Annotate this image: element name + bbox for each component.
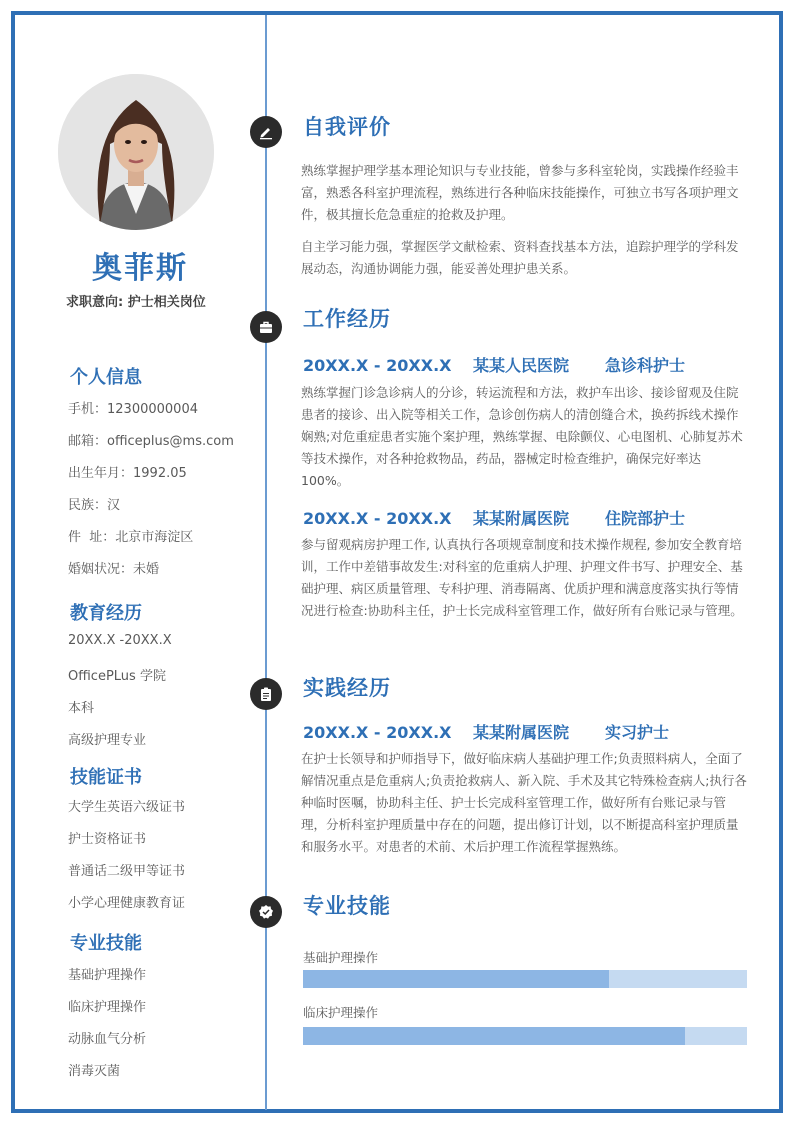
skill-bar-clinical — [303, 1027, 747, 1045]
personal-ethnicity: 民族：汉 — [68, 498, 121, 513]
left-skill-item: 消毒灭菌 — [68, 1064, 121, 1079]
practice-job-desc: 在护士长领导和护师指导下，做好临床病人基础护理工作;负责照料病人，全面了解情况重点是危重病人;负责抢救病人、新入院、手术及其它特殊检查病人;执行各种临时医嘱，协助科主任、护士长完成科室管理工作，做好所有台账记录与管理，分析科室护理质量中存在的问题，提出修订计划，以不断提高科室护理质量和服务水平。对患者的术前、术后护理工作流程掌握熟练。 — [301, 751, 747, 854]
education-major: 高级护理专业 — [68, 733, 147, 748]
skill-label: 临床护理操作 — [303, 1005, 379, 1020]
job-org: 某某附属医院 — [473, 509, 570, 528]
work-job-desc: 参与留观病房护理工作, 认真执行各项规章制度和技术操作规程, 参加安全教育培训，工作中差错事故发生:对科室的危重病人护理、护理文件书写、护理安全、基础护理、病区质量管理、专科护理、消毒隔离、优质护理和满意度落实执行等情况进行检查:协助科主任，护士长完成科室管理工作，做好所有台账记录与管理。 — [301, 537, 743, 618]
skill-bar-fill — [303, 970, 609, 988]
job-intent-value: 护士相关岗位 — [127, 295, 206, 310]
clipboard-icon — [258, 686, 274, 702]
timeline-node-self-eval — [250, 116, 282, 148]
work-job-header — [303, 353, 685, 376]
job-intent — [66, 291, 206, 310]
skills-heading: 专业技能 — [303, 894, 391, 918]
job-role: 急诊科护士 — [605, 356, 686, 375]
avatar — [58, 74, 214, 230]
education-school: OfficePLus 学院 — [68, 669, 166, 684]
badge-check-icon — [258, 904, 274, 920]
personal-email: 邮箱：officeplus@ms.com — [68, 434, 234, 449]
candidate-name: 奥菲斯 — [92, 251, 188, 286]
education-degree: 本科 — [68, 701, 95, 716]
timeline-node-practice — [250, 678, 282, 710]
cert-item: 普通话二级甲等证书 — [68, 864, 186, 879]
job-org: 某某人民医院 — [473, 356, 570, 375]
timeline-line — [265, 15, 267, 1110]
job-period: 20XX.X - 20XX.X — [303, 356, 452, 375]
left-skill-item: 基础护理操作 — [68, 968, 147, 983]
work-job-desc: 熟练掌握门诊急诊病人的分诊，转运流程和方法，救护车出诊、接诊留观及住院患者的接诊、出入院等相关工作，急诊创伤病人的清创缝合术，换药拆线术操作娴熟;对危重症患者实施个案护理，熟练掌握、电除颤仪、心电图机、心肺复苏术等技术操作，对各种抢救物品，药品，器械定时检查维护，确保完好率达 100%。 — [301, 385, 743, 488]
self-eval-heading: 自我评价 — [303, 115, 391, 139]
skill-bar-fill — [303, 1027, 685, 1045]
timeline-node-work — [250, 311, 282, 343]
job-role: 住院部护士 — [605, 509, 686, 528]
cert-item: 小学心理健康教育证 — [68, 896, 186, 911]
timeline-node-skills — [250, 896, 282, 928]
portrait-illustration — [58, 74, 214, 230]
personal-phone: 手机：12300000004 — [68, 402, 198, 417]
personal-address: 件 址：北京市海淀区 — [68, 530, 194, 545]
left-skill-item: 动脉血气分析 — [68, 1032, 147, 1047]
self-eval-paragraph: 熟练掌握护理学基本理论知识与专业技能，曾参与多科室轮岗，实践操作经验丰富，熟悉各科室护理流程，熟练进行各种临床技能操作，可独立书写各项护理文件，极其擅长危急重症的抢救及护理。 — [301, 163, 739, 222]
practice-job-header — [303, 720, 669, 743]
personal-birth: 出生年月：1992.05 — [68, 466, 187, 481]
skill-label: 基础护理操作 — [303, 950, 379, 965]
left-skill-item: 临床护理操作 — [68, 1000, 147, 1015]
job-org: 某某附属医院 — [473, 723, 570, 742]
cert-item: 护士资格证书 — [68, 832, 147, 847]
job-period: 20XX.X - 20XX.X — [303, 723, 452, 742]
job-role: 实习护士 — [605, 723, 670, 742]
self-eval-paragraph: 自主学习能力强，掌握医学文献检索、资料查找基本方法，追踪护理学的学科发展动态，沟通协调能力强，能妥善处理护患关系。 — [301, 239, 739, 276]
personal-marital: 婚姻状况：未婚 — [68, 562, 160, 577]
skill-bar-basic — [303, 970, 747, 988]
certs-heading: 技能证书 — [70, 767, 142, 788]
practice-heading: 实践经历 — [303, 676, 391, 700]
briefcase-icon — [258, 319, 274, 335]
job-period: 20XX.X - 20XX.X — [303, 509, 452, 528]
work-heading: 工作经历 — [303, 307, 391, 331]
job-intent-label: 求职意向: — [66, 295, 128, 310]
pen-icon — [258, 124, 274, 140]
education-heading: 教育经历 — [70, 603, 142, 624]
personal-info-heading: 个人信息 — [70, 367, 142, 388]
work-job-header — [303, 506, 685, 529]
left-skills-heading: 专业技能 — [70, 933, 142, 954]
cert-item: 大学生英语六级证书 — [68, 800, 186, 815]
education-period: 20XX.X -20XX.X — [68, 633, 172, 648]
